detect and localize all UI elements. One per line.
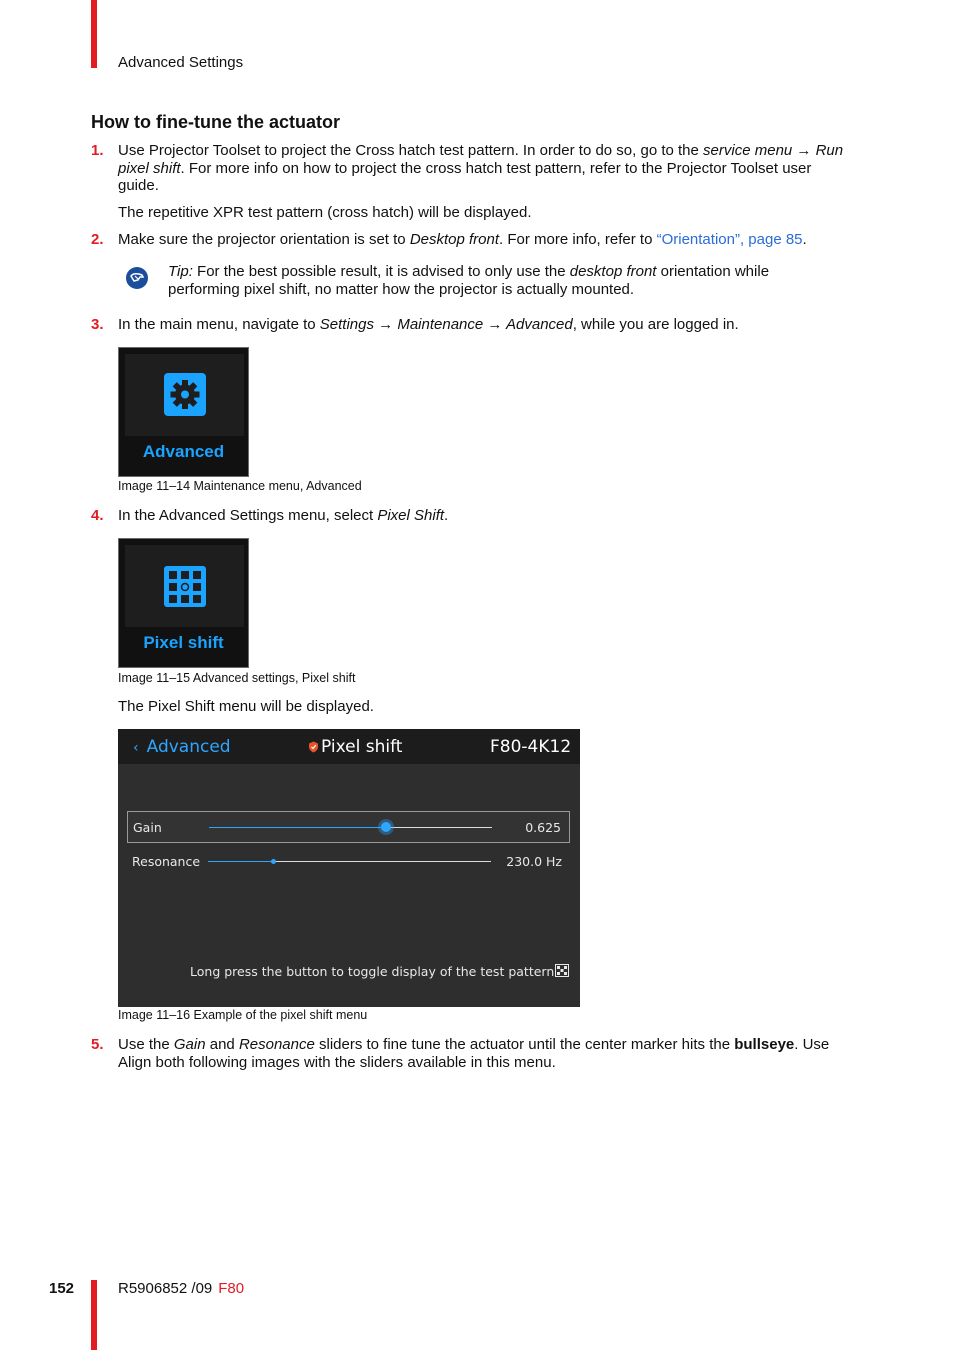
resonance-slider-handle[interactable] xyxy=(271,859,276,864)
text-run: Use the xyxy=(118,1036,174,1053)
gain-slider-handle[interactable] xyxy=(381,822,391,832)
text-run: orientation while performing pixel shift, no matter how the projector is actually mounted. xyxy=(168,263,770,298)
title-label: Pixel shift xyxy=(321,737,403,757)
section-title: Advanced Settings xyxy=(118,54,244,71)
orientation-name: Desktop front xyxy=(409,231,500,248)
pixel-shift-menu xyxy=(118,729,580,1007)
step-text xyxy=(118,231,851,249)
step-3 xyxy=(91,316,851,334)
orientation-name: desktop front xyxy=(569,263,657,280)
advanced-tile[interactable] xyxy=(118,347,249,477)
doc-number: R5906852 /09 xyxy=(118,1280,213,1297)
chevron-left-icon: ‹ xyxy=(133,740,139,756)
back-label: Advanced xyxy=(146,737,231,757)
tip-icon xyxy=(126,267,148,289)
text-run: and xyxy=(205,1036,239,1053)
tile-label: Advanced xyxy=(142,442,225,461)
step-number: 5. xyxy=(91,1036,104,1053)
tile-icon-area xyxy=(125,354,244,436)
text-run: . xyxy=(444,507,449,524)
step-text xyxy=(118,316,851,334)
menu-path: Settings → Maintenance → Advanced xyxy=(319,316,573,333)
slider-name: Resonance xyxy=(238,1036,315,1053)
step-text xyxy=(118,507,851,525)
image-caption: Image 11–16 Example of the pixel shift menu xyxy=(118,1008,368,1022)
text-run: For the best possible result, it is advised to only use the xyxy=(192,263,570,280)
resonance-value: 230.0 Hz xyxy=(506,854,562,869)
text-run: . For more info on how to project the cross hatch test pattern, refer to the Projector Toolset user guide. xyxy=(118,159,812,194)
text-run: . Use Align both following images with the sliders available in this menu. xyxy=(118,1036,830,1071)
gear-icon xyxy=(125,354,246,436)
menu-header xyxy=(118,729,580,764)
tip-text xyxy=(168,263,838,298)
tile-icon-area xyxy=(125,545,244,627)
step-4-note: The Pixel Shift menu will be displayed. xyxy=(118,698,374,715)
pixel-shift-tile[interactable] xyxy=(118,538,249,668)
image-caption: Image 11–15 Advanced settings, Pixel shift xyxy=(118,671,356,685)
text-run: Make sure the projector orientation is set to xyxy=(118,231,410,248)
bullseye-term: bullseye xyxy=(734,1036,795,1053)
step-number: 1. xyxy=(91,142,104,159)
gain-row[interactable] xyxy=(127,811,570,843)
page-heading: How to fine-tune the actuator xyxy=(91,112,340,132)
step-number: 4. xyxy=(91,507,104,524)
tile-label: Pixel shift xyxy=(143,633,224,652)
step-number: 2. xyxy=(91,231,104,248)
menu-title xyxy=(308,737,402,757)
tip-label: Tip: xyxy=(168,263,193,280)
slider-name: Gain xyxy=(173,1036,206,1053)
orientation-link[interactable]: “Orientation”, page 85 xyxy=(656,231,803,248)
shield-icon xyxy=(308,741,319,753)
menu-item-name: Pixel Shift xyxy=(377,507,445,524)
step-2 xyxy=(91,231,851,249)
step-5 xyxy=(91,1036,851,1071)
back-button[interactable] xyxy=(133,737,231,757)
step-1 xyxy=(91,142,851,195)
product-name: F80 xyxy=(218,1280,245,1297)
toggle-hint: Long press the button to toggle display of the test pattern xyxy=(190,964,555,979)
step-4 xyxy=(91,507,851,525)
gain-value: 0.625 xyxy=(525,820,561,835)
text-run: In the main menu, navigate to xyxy=(118,316,320,333)
resonance-slider-track[interactable] xyxy=(208,861,491,862)
step-1-note: The repetitive XPR test pattern (cross hatch) will be displayed. xyxy=(118,204,532,221)
header-red-bar xyxy=(91,0,97,68)
resonance-row[interactable] xyxy=(127,846,570,878)
projector-model: F80-4K12 xyxy=(490,737,572,757)
pixel-shift-icon xyxy=(125,545,246,627)
text-run: . For more info, refer to xyxy=(499,231,657,248)
text-run: , while you are logged in. xyxy=(572,316,739,333)
step-number: 3. xyxy=(91,316,104,333)
footer-red-bar xyxy=(91,1280,97,1350)
text-run: In the Advanced Settings menu, select xyxy=(118,507,378,524)
text-run: . xyxy=(802,231,807,248)
text-run: Use Projector Toolset to project the Cross hatch test pattern. In order to do so, go to the xyxy=(118,142,704,159)
resonance-slider-fill xyxy=(208,861,273,862)
step-text xyxy=(118,142,851,195)
test-pattern-icon xyxy=(555,964,569,977)
tip-box xyxy=(118,263,838,298)
menu-path: service menu → Run pixel shift xyxy=(118,142,844,177)
document-id xyxy=(118,1280,244,1297)
resonance-label: Resonance xyxy=(132,854,201,869)
page-number: 152 xyxy=(49,1280,75,1297)
gain-slider-fill xyxy=(209,827,386,828)
text-run: sliders to fine tune the actuator until the center marker hits the xyxy=(314,1036,735,1053)
step-text xyxy=(118,1036,851,1071)
image-caption: Image 11–14 Maintenance menu, Advanced xyxy=(118,479,362,493)
gain-label: Gain xyxy=(133,820,162,835)
gain-slider-track[interactable] xyxy=(209,827,492,828)
